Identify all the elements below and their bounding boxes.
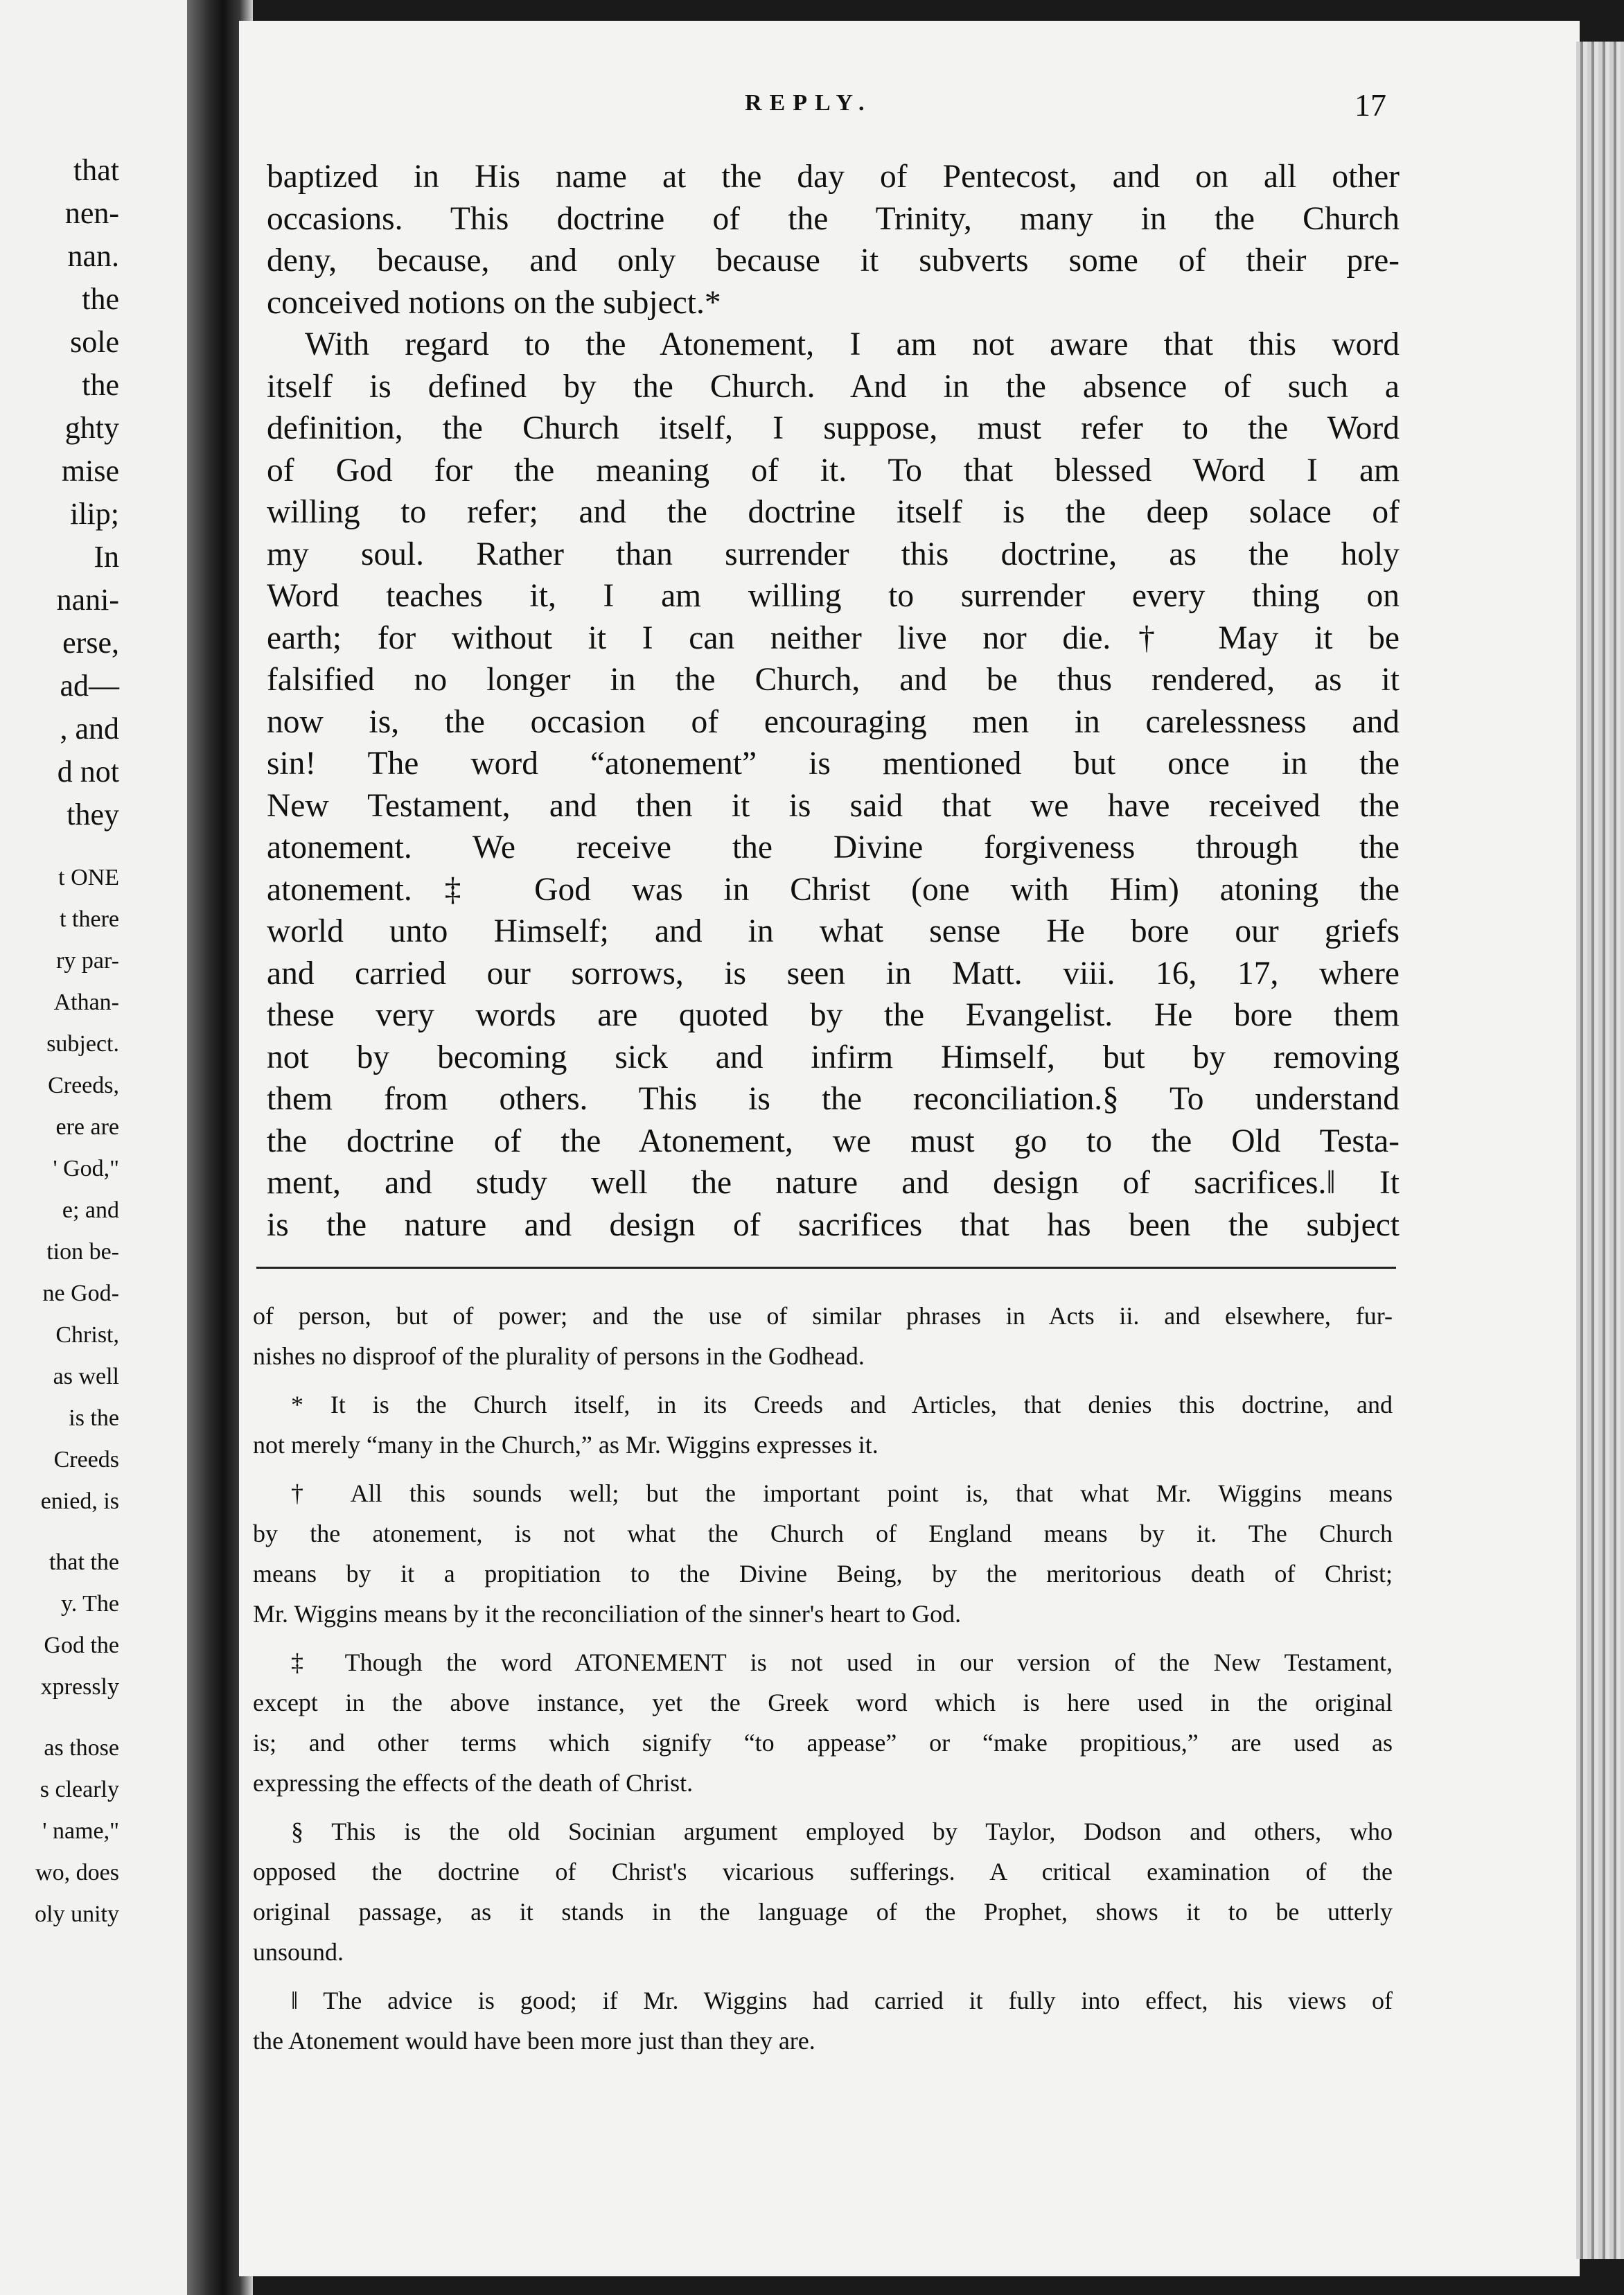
main-text-block	[267, 156, 1400, 1246]
left-line: that	[73, 153, 119, 187]
left-line: ry par-	[56, 948, 119, 974]
text-line: Word teaches it, I am willing to surrender every thing on	[267, 578, 1400, 614]
left-line: ere are	[55, 1114, 119, 1140]
running-head: REPLY.	[745, 90, 872, 116]
text-line: sin! The word “atonement” is mentioned but once in the	[267, 746, 1400, 782]
text-line: willing to refer; and the doctrine itself is the deep solace of	[267, 494, 1400, 530]
footnote-line: except in the above instance, yet the Greek word which is here used in the original	[253, 1689, 1393, 1716]
left-line: God the	[44, 1633, 119, 1658]
footnote-line: by the atonement, is not what the Church of England means by it. The Church	[253, 1520, 1393, 1547]
left-line: ne God-	[42, 1281, 119, 1306]
left-line: erse,	[62, 626, 119, 660]
text-line: New Testament, and then it is said that we have received the	[267, 787, 1400, 824]
left-line: that the	[48, 1549, 119, 1575]
left-line: ad—	[60, 669, 119, 703]
text-line: falsified no longer in the Church, and be thus rendered, as it	[267, 662, 1400, 698]
text-line: and carried our sorrows, is seen in Matt. viii. 16, 17, where	[267, 955, 1400, 992]
left-line: subject.	[46, 1031, 119, 1057]
left-small-lines-a	[35, 857, 119, 1522]
footnote-line: † All this sounds well; but the important point is, that what Mr. Wiggins means	[291, 1479, 1393, 1507]
left-line: t there	[60, 906, 119, 932]
footnote-line: * It is the Church itself, in its Creeds and Articles, that denies this doctrine, and	[291, 1391, 1393, 1418]
left-line: y. The	[60, 1591, 119, 1617]
left-line: they	[67, 798, 119, 832]
text-line: earth; for without it I can neither live nor die.† May it be	[267, 619, 1400, 656]
footnote-line: § This is the old Socinian argument employed by Taylor, Dodson and others, who	[291, 1818, 1393, 1845]
left-line: Creeds	[53, 1447, 119, 1472]
footnote-line: ‡ Though the word ATONEMENT is not used in our version of the New Testament,	[291, 1648, 1393, 1676]
left-small-lines-c	[35, 1727, 119, 1935]
text-line: not by becoming sick and infirm Himself, but by removing	[267, 1039, 1400, 1075]
footnote-asterisk	[253, 1384, 1393, 1465]
left-small-lines-b	[35, 1542, 119, 1708]
left-line: wo, does	[35, 1860, 119, 1885]
footnote-line: expressing the effects of the death of Christ.	[253, 1769, 694, 1797]
footnote-section	[253, 1811, 1393, 1972]
footnote-separator-rule	[256, 1267, 1396, 1269]
left-line: t ONE	[58, 865, 119, 890]
footnote-parallel	[253, 1980, 1393, 2061]
text-line: itself is defined by the Church. And in the absence of such a	[267, 368, 1400, 405]
footnote-line: of person, but of power; and the use of similar phrases in Acts ii. and elsewhere, fur-	[253, 1302, 1393, 1330]
left-line: Creeds,	[48, 1073, 119, 1098]
footnote-line: is; and other terms which signify “to appease” or “make propitious,” are used as	[253, 1729, 1393, 1757]
footnote-dagger	[253, 1473, 1393, 1634]
text-line: occasions. This doctrine of the Trinity, many in the Church	[267, 200, 1400, 237]
text-line: is the nature and design of sacrifices that has been the subject	[267, 1206, 1400, 1243]
footnote-line: unsound.	[253, 1938, 344, 1966]
footnote-double-dagger	[253, 1642, 1393, 1803]
left-big-lines	[35, 149, 119, 836]
text-line: deny, because, and only because it subverts some of their pre-	[267, 243, 1400, 279]
text-line: conceived notions on the subject.*	[267, 284, 721, 321]
text-line: definition, the Church itself, I suppose, must refer to the Word	[267, 410, 1400, 446]
text-line: ment, and study well the nature and design of sacrifices.‖ It	[267, 1165, 1400, 1201]
text-line: atonement.‡ God was in Christ (one with Him) atoning the	[267, 871, 1400, 908]
text-line: world unto Himself; and in what sense He bore our griefs	[267, 913, 1400, 949]
text-line: of God for the meaning of it. To that blessed Word I am	[267, 452, 1400, 489]
left-line: mise	[61, 454, 119, 488]
left-line: nan.	[67, 239, 119, 273]
left-line: the	[82, 368, 119, 402]
footnote-line: means by it a propitiation to the Divine Being, by the meritorious death of Christ;	[253, 1560, 1393, 1588]
left-line: Athan-	[53, 990, 119, 1015]
text-line: baptized in His name at the day of Pentecost, and on all other	[267, 159, 1400, 195]
left-line: oly unity	[35, 1901, 119, 1927]
left-line: ilip;	[70, 497, 119, 531]
footnote-continued	[253, 1296, 1393, 1376]
footnote-line: Mr. Wiggins means by it the reconciliation of the sinner's heart to God.	[253, 1600, 962, 1628]
footnote-line: opposed the doctrine of Christ's vicarious sufferings. A critical examination of the	[253, 1858, 1393, 1885]
left-line: e; and	[62, 1197, 119, 1223]
left-line: is the	[69, 1405, 119, 1431]
left-line: ghty	[64, 411, 119, 445]
left-line: as well	[53, 1364, 119, 1389]
text-line: the doctrine of the Atonement, we must go to the Old Testa-	[267, 1123, 1400, 1159]
left-page-text	[35, 149, 119, 1935]
footnote-line: nishes no disproof of the plurality of persons in the Godhead.	[253, 1342, 865, 1370]
text-line: now is, the occasion of encouraging men in carelessness and	[267, 703, 1400, 740]
footnote-line: original passage, as it stands in the language of the Prophet, shows it to be utterly	[253, 1898, 1393, 1926]
left-line: enied, is	[40, 1488, 119, 1514]
footnotes-block	[253, 1296, 1393, 2069]
left-line: In	[94, 540, 119, 574]
left-line: nen-	[64, 196, 119, 230]
left-line: , and	[60, 712, 119, 746]
left-line: sole	[70, 325, 119, 359]
text-line: With regard to the Atonement, I am not aware that this word	[305, 326, 1400, 362]
left-line: nani-	[56, 583, 119, 617]
left-line: ' God,"	[53, 1156, 119, 1181]
footnote-line: ‖ The advice is good; if Mr. Wiggins had carried it fully into effect, his views of	[291, 1987, 1393, 2014]
text-line: these very words are quoted by the Evangelist. He bore them	[267, 997, 1400, 1033]
page-number: 17	[1354, 87, 1386, 123]
left-line: s clearly	[39, 1777, 119, 1802]
left-line: xpressly	[40, 1674, 119, 1700]
page-edge	[1576, 42, 1624, 2259]
left-page-fragment	[0, 0, 201, 2295]
text-line: them from others. This is the reconciliation.§ To understand	[267, 1081, 1400, 1117]
left-line: the	[82, 282, 119, 316]
left-line: as those	[44, 1735, 119, 1761]
footnote-line: not merely “many in the Church,” as Mr. Wiggins expresses it.	[253, 1431, 879, 1459]
text-line: atonement. We receive the Divine forgiveness through the	[267, 829, 1400, 865]
left-line: ' name,"	[42, 1818, 119, 1844]
left-line: Christ,	[55, 1322, 119, 1348]
left-line: d not	[57, 755, 119, 789]
text-line: my soul. Rather than surrender this doctrine, as the holy	[267, 536, 1400, 572]
left-line: tion be-	[46, 1239, 119, 1265]
footnote-line: the Atonement would have been more just than they are.	[253, 2027, 815, 2055]
